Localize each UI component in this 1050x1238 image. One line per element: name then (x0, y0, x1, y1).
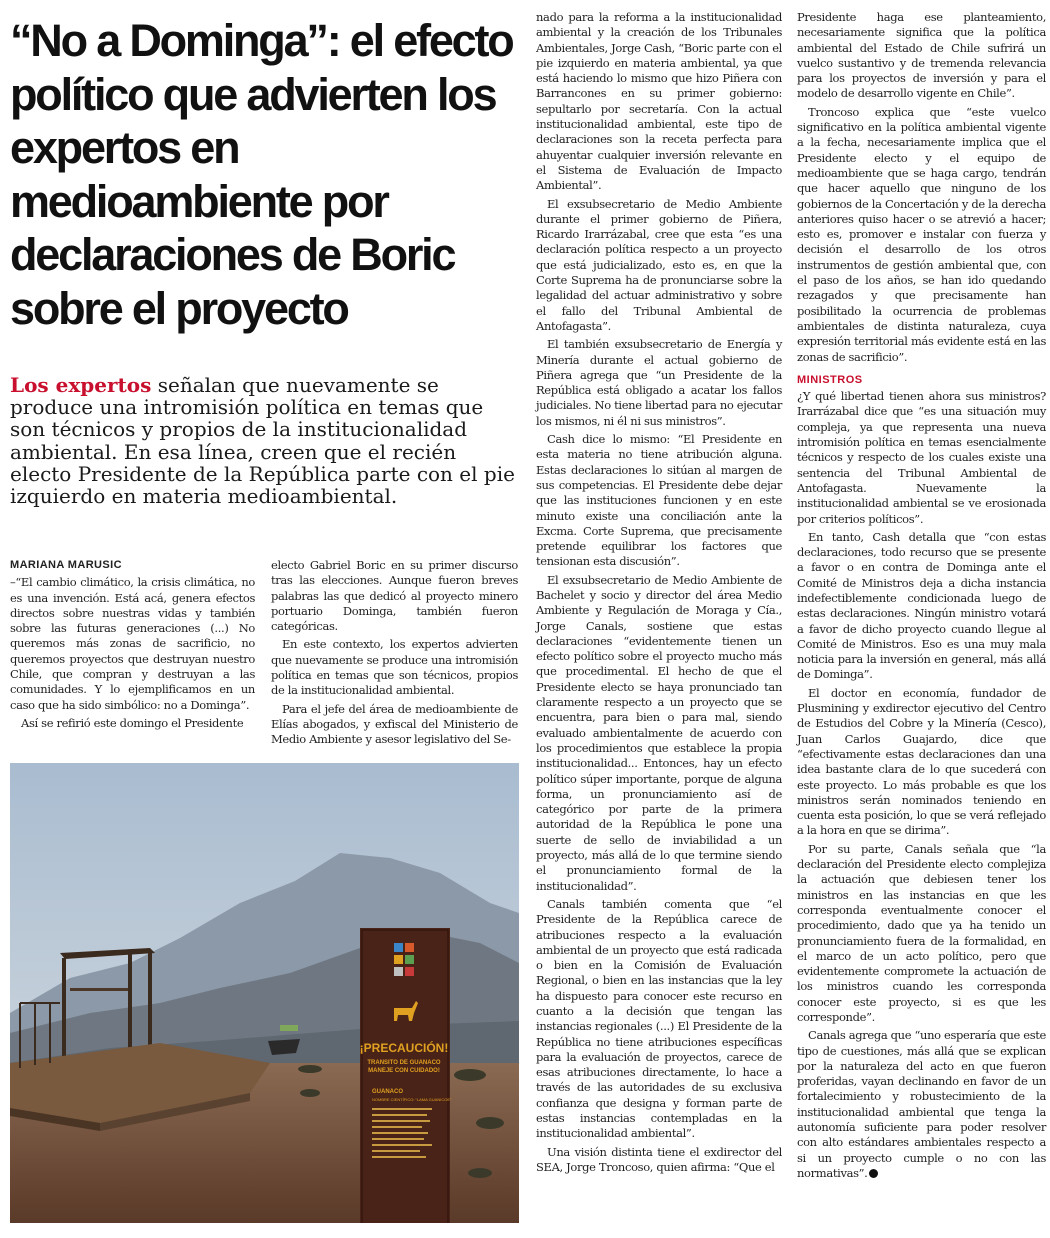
paragraph: Para el jefe del área de medioambiente de Elías abogados, y exfiscal del Ministerio de Medio Ambiente y asesor legislativo del Se- (271, 701, 518, 747)
end-mark-icon (869, 1169, 878, 1178)
shrub-green (280, 1025, 298, 1031)
paragraph-last (797, 1028, 1046, 1181)
section-subhead: MINISTROS (797, 373, 863, 386)
sign-species: GUANACO (372, 1089, 403, 1095)
lede (10, 374, 520, 507)
lede-lead-in: Los expertos (10, 373, 152, 397)
photo-guanaco-sign (10, 763, 519, 1223)
paragraph: nado para la reforma a la institucionalidad ambiental y la creación de los Tribunales Ambientales, Jorge Cash, “Boric parte con el pie izquierdo en materia ambiental, ya que está haciendo lo mismo que hizo Piñera con Barrancones en su primer gobierno: sepultarlo por secretaría. Con la actual institucionalidad ambiental, este tipo de declaraciones son la receta perfecta para ahuyentar cualquier inversión relevante en el Sistema de Evaluación de Impacto Ambiental”. (536, 10, 782, 193)
paragraph: electo Gabriel Boric en su primer discurso tras las elecciones. Aunque fueron breves palabras las que dedicó al proyecto minero portuario Dominga, también fueron categóricas. (271, 558, 518, 634)
paragraph: En este contexto, los expertos advierten que nuevamente se produce una intromisión política en temas que son técnicos, propios de la institucionalidad ambiental. (271, 637, 518, 698)
guanaco-sign (360, 928, 452, 1223)
paragraph: Presidente haga ese planteamiento, necesariamente significa que la política ambiental del Estado de Chile sufrirá un vuelco sustantivo y de tremenda relevancia para los proyectos de inversión y para el modelo de desarrollo vigente en Chile”. (797, 10, 1046, 101)
paragraph: Troncoso explica que “este vuelco significativo en la política ambiental vigente a la fecha, necesariamente implica que el Presidente electo y el equipo de medioambiente que se haga cargo, tendrán que hacer aquello que ninguno de los gobiernos de la Concertación y de la derecha anteriores quiso hacer o se atrevió a hacer; esto es, promover e instalar con fuerza y decisión el desarrollo de los otros instrumentos de gestión ambiental que, con el paso de los años, se han ido quedando rezagados y que precisamente han posibilitado la ocurrencia de problemas ambientales de distinta naturaleza, cuya expresión territorial más evidente está en las zonas de sacrificio”. (797, 104, 1046, 364)
paragraph: Canals también comenta que “el Presidente de la República carece de atribuciones respecto a la evaluación ambiental de un proyecto que está radicada o bien en la Comisión de Evaluación Regional, o bien en las instancias que la ley ha dispuesto para conocer este recurso en cuanto a la decisión que tengan las instancias regionales (...) El Presidente de la República no tiene atribuciones específicas para la evaluación de proyectos, carece de esas atribuciones directamente, lo hace a través de las autoridades de su exclusiva confianza que designa y forman parte de estas instancias contempladas en la institucionalidad ambiental”. (536, 896, 782, 1141)
wheelbarrow (268, 1039, 300, 1055)
headline: “No a Dominga”: el efecto político que advierten los expertos en medioambiente por declaraciones de Boric sobre el proyecto (10, 15, 513, 334)
paragraph: Una visión distinta tiene el exdirector del SEA, Jorge Troncoso, quien afirma: “Que el (536, 1144, 782, 1174)
paragraph: El exsubsecretario de Medio Ambiente de Bachelet y socio y director del área Medio Ambiente y Regulación de Moraga y Cía., Jorge Canals, sostiene que estas declaraciones “evidentemente tienen un efecto político sobre el proyecto mucho más que procedimental. El hecho de que el Presidente electo se haya pronunciado tan claramente respecto a un proyecto que se encuentra, para bien o para mal, siendo evaluado ambientalmente de acuerdo con los procedimientos que establece la propia institucionalidad... Entonces, hay un efecto político súper importante, porque de alguna forma, un pronunciamiento así de categórico por parte de la primera autoridad de la República le pone una suerte de sello de inviabilidad a un proyecto, más allá de lo que termine siendo el pronunciamiento formal de la institucionalidad”. (536, 572, 782, 893)
column-1 (10, 558, 255, 734)
paragraph: ¿Y qué libertad tienen ahora sus ministros? Irarrázabal dice que “es una situación muy compleja, ya que representa una nueva intromisión política en temas esencialmente técnicos y respecto de los cuales existe una sentencia del Tribunal Ambiental de Antofagasta. Nuevamente la institucionalidad ambiental se ve erosionada por criterios políticos”. (797, 389, 1046, 526)
paragraph: En tanto, Cash detalla que “con estas declaraciones, todo recurso que se presente a favor o en contra de Dominga ante el Comité de Ministros deja a dicha instancia indefectiblemente condicionada luego de estas declaraciones. Ningún ministro votará a favor de dicho proyecto cuando llegue al Comité de Ministros. Eso es una muy mala noticia para la inversión en general, más allá de Dominga”. (797, 529, 1046, 682)
paragraph: El también exsubsecretario de Energía y Minería durante el actual gobierno de Piñera agrega que “un Presidente de la República está obligado a acatar los fallos judiciales. No tiene libertad para no ejecutar los mismos, ni él ni sus ministros”. (536, 337, 782, 428)
paragraph-text: Canals agrega que “uno esperaría que este tipo de cuestiones, más allá que se explican por la naturaleza del acto en que fueron proferidas, vayan declinando en favor de un fortalecimiento y robustecimiento de la institucionalidad ambiental que tenga la autonomía suficiente para poder resolver con alto estándares ambientales respecto a si un proyecto cumple o no con las normativas”. (797, 1028, 1046, 1180)
paragraph: Por su parte, Canals señala que “la declaración del Presidente electo complejiza la actuación que debiesen tener los ministros en las instancias en que les corresponda eventualmente conocer el procedimiento, dado que ya ha tenido un pronunciamiento fuera de la formalidad, en el marco de un acto político, pero que evidentemente compromete la actuación de los ministros cuando les corresponda conocer este proyecto, si es que les corresponde”. (797, 841, 1046, 1024)
sign-title: ¡PRECAUCIÓN! (359, 1041, 449, 1055)
paragraph: Cash dice lo mismo: “El Presidente en esta materia no tiene atribución alguna. Estas declaraciones lo sitúan al margen de sus competencias. El Presidente debe dejar que las instituciones funcionen y en este minuto existe una conciliación ante la Excma. Corte Suprema, que precisamente pretende equilibrar los factores que tensionan esta discusión”. (536, 432, 782, 569)
byline: MARIANA MARUSIC (10, 559, 122, 571)
sign-sub2: MANEJE CON CUIDADO! (368, 1068, 440, 1074)
column-2 (271, 558, 518, 751)
paragraph: El exsubsecretario de Medio Ambiente durante el primer gobierno de Piñera, Ricardo Irarrázabal, cree que esta “es una declaración política respecto a un proyecto que está judicializado, esto es, en que la Corte Suprema ha de pronunciarse sobre la legalidad del actuar administrativo y sobre el fallo del Tribunal Ambiental de Antofagasta”. (536, 196, 782, 333)
paragraph: Así se refirió este domingo el Presidente (21, 715, 244, 730)
article-photo (10, 763, 519, 1223)
column-4 (797, 10, 1046, 1184)
column-3 (536, 10, 782, 1178)
sign-latin: NOMBRE CIENTÍFICO: “LAMA GUANICOE” (372, 1097, 452, 1102)
paragraph: El doctor en economía, fundador de Plusmining y exdirector ejecutivo del Centro de Estudios del Cobre y la Minería (Cesco), Juan Carlos Guajardo, dice que “efectivamente estas declaraciones dan una idea bastante clara de lo que sucederá con este proyecto. Lo más probable es que los ministros serán nominados teniendo en cuenta esta posición, lo que se verá reflejado a la hora en que se dirima”. (797, 685, 1046, 838)
lede-text: señalan que nuevamente se produce una intromisión política en temas que son técnicos y propios de la institucionalidad ambiental. En esa línea, creen que el recién electo Presidente de la República parte con el pie izquierdo en materia medioambiental. (10, 373, 515, 509)
sign-sub1: TRANSITO DE GUANACO (367, 1060, 441, 1066)
paragraph: –“El cambio climático, la crisis climática, no es una invención. Está acá, genera efectos directos sobre nuestras vidas y también sobre las futuras generaciones (...) No queremos más zonas de sacrificio, no queremos proyectos que destruyan nuestro Chile, que compran y destruyan a las comunidades. Y lo ejemplificamos en un caso que ha sido simbólico: no a Dominga”. (10, 575, 255, 712)
